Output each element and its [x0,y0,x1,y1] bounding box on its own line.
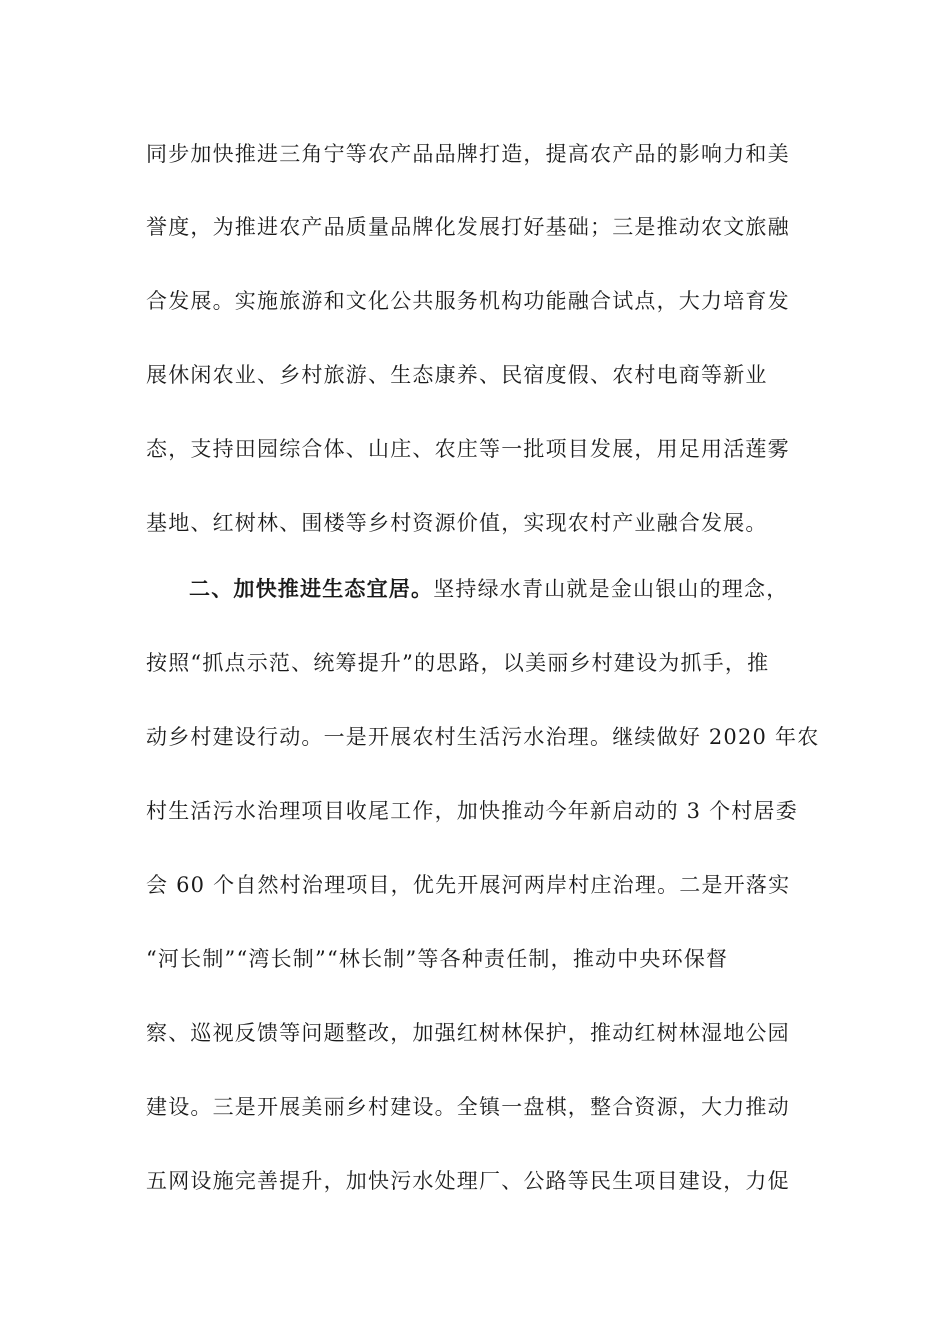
text-line: 五网设施完善提升，加快污水处理厂、公路等民生项目建设，力促 [146,1169,790,1193]
text-line: 按照“抓点示范、统筹提升”的思路，以美丽乡村建设为抓手，推 [146,651,770,675]
text-line: 村生活污水治理项目收尾工作，加快推动今年新启动的 3 个村居委 [146,799,798,823]
text-line: 同步加快推进三角宁等农产品品牌打造，提高农产品的影响力和美 [146,142,790,166]
section-heading-text: 坚持绿水青山就是金山银山的理念， [433,577,789,601]
text-line: 展休闲农业、乡村旅游、生态康养、民宿度假、农村电商等新业 [146,363,768,387]
text-line: 态，支持田园综合体、山庄、农庄等一批项目发展，用足用活莲雾 [146,437,790,461]
text-line: 动乡村建设行动。一是开展农村生活污水治理。继续做好 2020 年农 [146,725,820,749]
text-line: 誉度，为推进农产品质量品牌化发展打好基础；三是推动农文旅融 [146,215,790,239]
text-line: “河长制”“湾长制”“林长制”等各种责任制，推动中央环保督 [146,947,729,971]
section-heading-line [189,569,809,609]
section-heading: 二、加快推进生态宜居。 [189,576,434,601]
text-line: 合发展。实施旅游和文化公共服务机构功能融合试点，大力培育发 [146,289,790,313]
text-line: 会 60 个自然村治理项目，优先开展河两岸村庄治理。二是开落实 [146,873,791,897]
text-line: 察、巡视反馈等问题整改，加强红树林保护，推动红树林湿地公园 [146,1021,790,1045]
text-line: 建设。三是开展美丽乡村建设。全镇一盘棋，整合资源，大力推动 [146,1095,790,1119]
text-line: 基地、红树林、围楼等乡村资源价值，实现农村产业融合发展。 [146,511,768,535]
